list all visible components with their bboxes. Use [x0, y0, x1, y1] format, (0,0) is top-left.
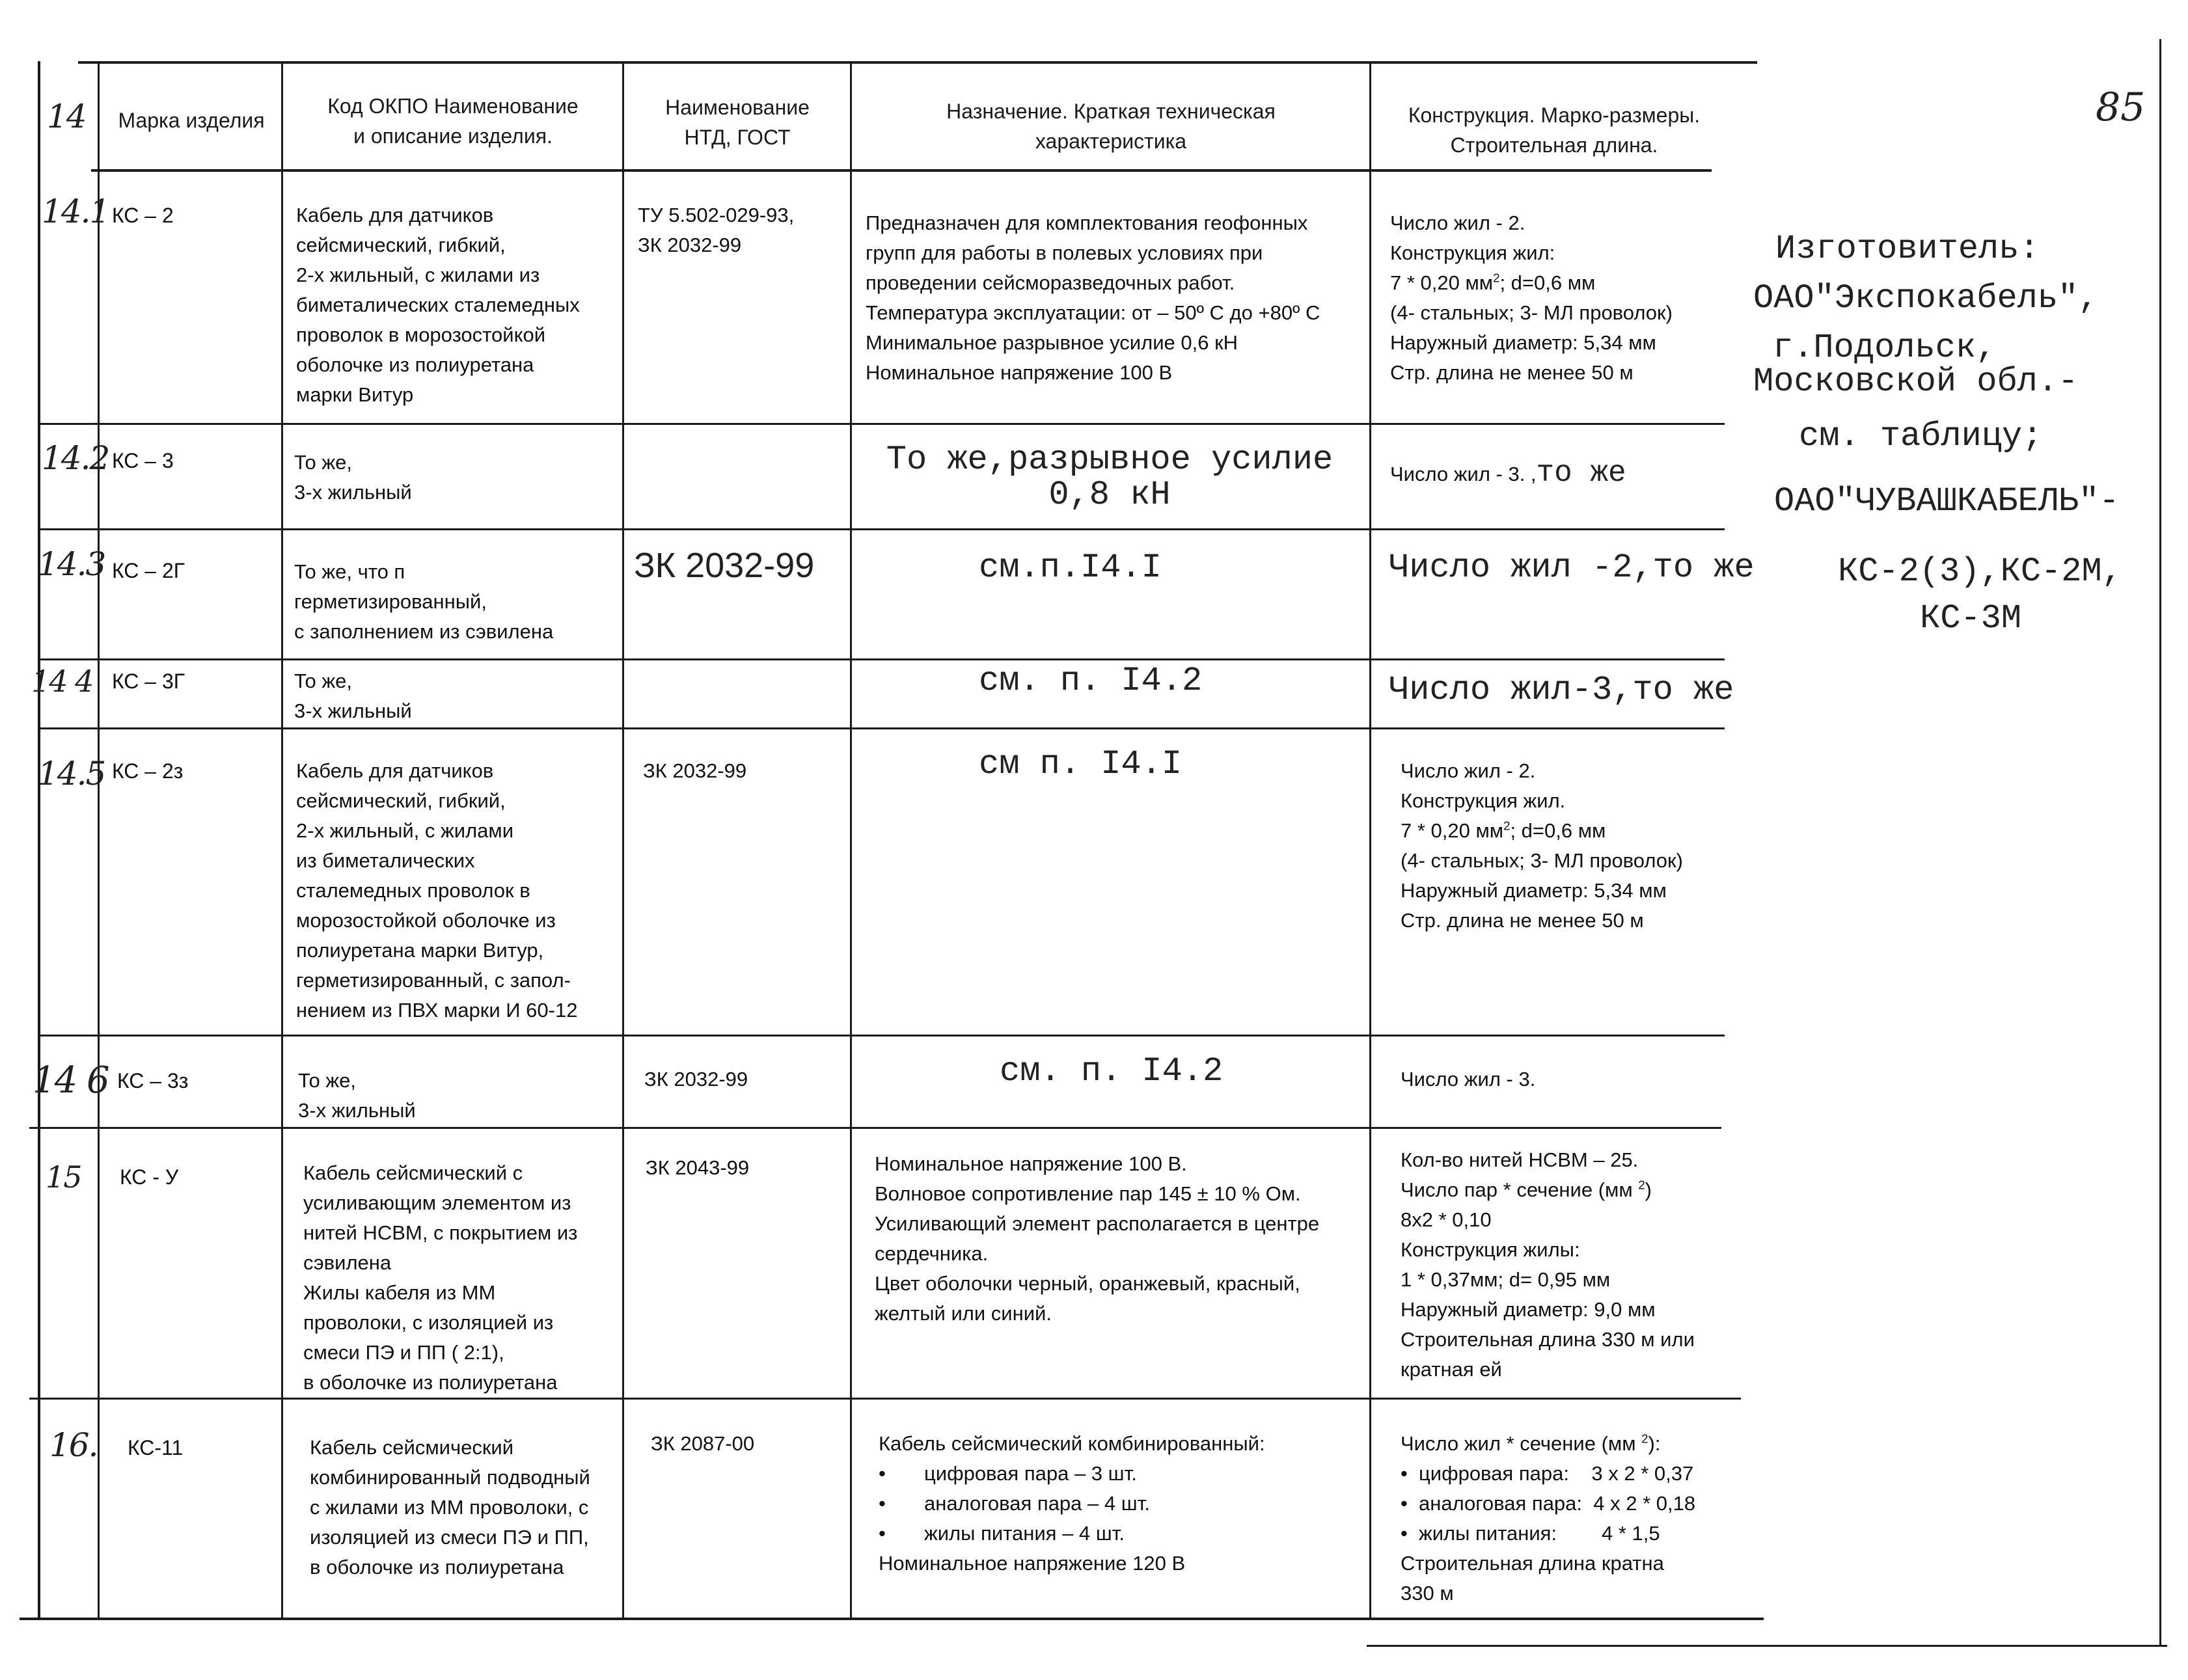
- manufacturer-label: Изготовитель:: [1775, 230, 2040, 268]
- product-description: То же, 3-х жильный: [294, 670, 412, 722]
- manufacturer-2-products: КС-2(3),КС-2М,: [1838, 552, 2122, 591]
- row-rule-16: [29, 1398, 1741, 1400]
- product-description: Кабель сейсмический комбинированный подводный с жилами из ММ проволоки, с изоляцией из смеси ПЭ и ПП, в оболочке из полиуретана: [310, 1436, 590, 1578]
- row-number: 14 6: [33, 1059, 109, 1102]
- row-number: 14.2: [42, 439, 109, 477]
- purpose-text: см. п. I4.2: [1000, 1052, 1224, 1091]
- product-description: Кабель сейсмический с усиливающим элементом из нитей НСВМ, с покрытием из сэвилена Жилы кабеля из ММ проволоки, с изоляцией из смеси ПЭ и ПП ( 2:1), в оболочке из полиуретана: [303, 1161, 578, 1394]
- purpose-text: То же,разрывное усилие 0,8 кН: [886, 440, 1333, 514]
- left-border: [38, 61, 40, 1619]
- row-rule-14-5: [39, 727, 1725, 729]
- product-mark: КС-11: [128, 1436, 184, 1459]
- standard-reference: ЗК 2087-00: [651, 1432, 755, 1455]
- construction-text: Число жил -2,то же: [1389, 549, 1755, 587]
- manufacturer-region: Московской обл.-: [1753, 362, 2079, 401]
- list-item: • аналоговая пара – 4 шт.: [879, 1489, 1367, 1519]
- standard-reference: ЗК 2043-99: [646, 1156, 750, 1179]
- construction-text: Число жил - 2. Конструкция жил: 7 * 0,20 $мм^2$; d=0,6 мм (4- стальных; 3- МЛ проволок) Наружный диаметр: 5,34 мм Стр. длина не менее 50 м: [1390, 211, 1673, 384]
- construction-text: Число жил - 3.: [1401, 1068, 1536, 1091]
- page-number: 85: [2096, 85, 2146, 130]
- table-top-border: [78, 61, 1757, 64]
- col-rule-mark: [98, 61, 100, 1619]
- row-rule-14-6: [39, 1035, 1725, 1036]
- header-mark: Марка изделия: [118, 109, 265, 132]
- row-number: 14.3: [38, 545, 105, 583]
- row-number: 14 4: [31, 664, 93, 699]
- header-code: Код ОКПО Наименование и описание изделия.: [327, 94, 579, 148]
- product-description: То же, что п герметизированный, с заполнением из сэвилена: [294, 560, 554, 643]
- header-bottom-rule: [91, 169, 1712, 172]
- product-description: Кабель для датчиков сейсмический, гибкий, 2-х жильный, с жилами из биметалических сталемедных проволок в морозостойкой оболочке из полиуретана марки Витур, герметизированный, с запол- нением из ПВХ марки И 60-12: [296, 759, 578, 1022]
- purpose-text: см п. I4.I: [979, 745, 1183, 783]
- manufacturer-city: г.Подольск,: [1773, 329, 1997, 367]
- manufacturer-name: ОАО"Экспокабель",: [1753, 279, 2099, 318]
- section-number: 14: [47, 98, 86, 135]
- construction-text: Число жил-3,то же: [1389, 671, 1734, 709]
- standard-reference: ЗК 2032-99: [644, 1068, 748, 1091]
- row-rule-14-4: [39, 658, 1725, 660]
- purpose-text: см.п.I4.I: [979, 549, 1162, 587]
- product-mark: КС – 3з: [117, 1069, 189, 1092]
- row-rule-15: [29, 1127, 1721, 1129]
- product-mark: КС – 3Г: [112, 670, 185, 693]
- construction-text: Кол-во нитей НСВМ – 25. Число пар * сечение (мм $^2$) 8х2 * 0,10 Конструкция жилы: 1 * 0,37мм; d= 0,95 мм Наружный диаметр: 9,0 мм Строительная длина 330 м или кратная ей: [1401, 1148, 1695, 1381]
- product-description: Кабель для датчиков сейсмический, гибкий, 2-х жильный, с жилами из биметалических сталемедных проволок в морозостойкой оболочке из полиуретана марки Витур: [296, 204, 580, 406]
- row-number: 14.1: [42, 193, 109, 230]
- col-rule-purpose: [850, 61, 852, 1619]
- construction-text: Число жил - 2. Конструкция жил. 7 * 0,20 $мм^2$; d=0,6 мм (4- стальных; 3- МЛ проволок) Наружный диаметр: 5,34 мм Стр. длина не менее 50 м: [1401, 759, 1683, 932]
- col-rule-desc: [281, 61, 283, 1619]
- list-item: • цифровая пара: 3 х 2 * 0,37: [1401, 1459, 1765, 1489]
- header-purpose: Назначение. Краткая техническая характеристика: [946, 100, 1276, 153]
- product-mark: КС – 3: [112, 449, 174, 472]
- row-number: 16.: [49, 1426, 98, 1464]
- standard-reference: ТУ 5.502-029-93, ЗК 2032-99: [638, 204, 795, 256]
- product-description: То же, 3-х жильный: [294, 451, 412, 504]
- purpose-text: см. п. I4.2: [979, 662, 1203, 700]
- row-rule-14-2: [39, 423, 1725, 425]
- purpose-text: Предназначен для комплектования геофонных групп для работы в полевых условиях при проведении сейсморазведочных работ. Температура эксплуатации: от – 50º С до +80º С Минимальное разрывное усилие 0,6 кН Номинальное напряжение 100 В: [866, 211, 1320, 384]
- manufacturer-2-name: ОАО"ЧУВАШКАБЕЛЬ"-: [1774, 482, 2120, 521]
- row-number: 14.5: [38, 755, 105, 793]
- product-mark: КС - У: [120, 1165, 179, 1189]
- row-number: 15: [46, 1159, 81, 1195]
- header-ntd: Наименование НТД, ГОСТ: [665, 96, 810, 149]
- construction-text: Число жил * сечение (мм $^2$): • цифровая пара: 3 х 2 * 0,37 • аналоговая пара: 4 х 2 * 0,18 • жилы питания: 4 * 1,5 Строительная длина кратна 330 м: [1401, 1429, 1765, 1608]
- manufacturer-ref: см. таблицу;: [1799, 417, 2043, 455]
- header-construction: Конструкция. Марко-размеры. Строительная длина.: [1408, 103, 1701, 157]
- list-item: • жилы питания: 4 * 1,5: [1401, 1519, 1765, 1549]
- product-mark: КС – 2з: [112, 759, 184, 783]
- product-mark: КС – 2Г: [112, 559, 185, 582]
- purpose-text: Номинальное напряжение 100 В. Волновое сопротивление пар 145 ± 10 % Ом. Усиливающий элемент располагается в центре сердечника. Цвет оболочки черный, оранжевый, красный, желтый или синий.: [875, 1152, 1320, 1325]
- standard-reference: ЗК 2032-99: [634, 546, 815, 585]
- product-description: То же, 3-х жильный: [298, 1069, 416, 1122]
- list-item: • аналоговая пара: 4 х 2 * 0,18: [1401, 1489, 1765, 1519]
- list-item: • цифровая пара – 3 шт.: [879, 1459, 1367, 1489]
- row-rule-14-3: [39, 528, 1725, 530]
- list-item: • жилы питания – 4 шт.: [879, 1519, 1367, 1549]
- standard-reference: ЗК 2032-99: [643, 759, 747, 782]
- product-mark: КС – 2: [112, 204, 174, 227]
- construction-text: Число жил - 3. ,то же: [1390, 456, 1626, 490]
- col-rule-ntd: [622, 61, 624, 1619]
- purpose-text: Кабель сейсмический комбинированный: • цифровая пара – 3 шт. • аналоговая пара – 4 шт. • жилы питания – 4 шт. Номинальное напряжение 120 В: [879, 1429, 1367, 1578]
- manufacturer-2-products-cont: КС-3М: [1920, 599, 2022, 638]
- right-border: [2159, 39, 2161, 1646]
- page-bottom-rule: [1367, 1645, 2167, 1647]
